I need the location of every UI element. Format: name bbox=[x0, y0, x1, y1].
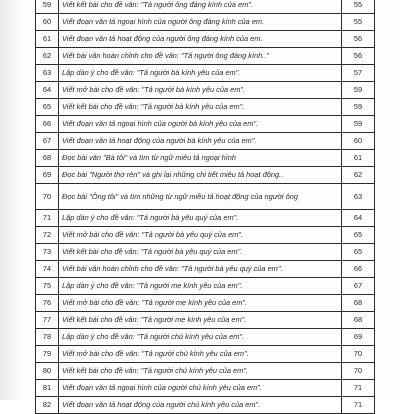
row-number: 59 bbox=[36, 0, 59, 14]
row-page: 68 bbox=[342, 295, 375, 312]
row-number: 73 bbox=[36, 244, 59, 261]
row-page: 70 bbox=[342, 363, 375, 380]
row-title: Viết đoạn văn tả hoạt động của người ông đáng kính của em. bbox=[59, 31, 342, 48]
row-page: 71 bbox=[342, 380, 375, 397]
row-number: 80 bbox=[36, 363, 59, 380]
row-page: 69 bbox=[342, 329, 375, 346]
row-title: Viết kết bài cho đề văn: "Tả người bà kính yêu của em". bbox=[59, 99, 342, 116]
row-number: 69 bbox=[36, 167, 59, 184]
row-page: 61 bbox=[342, 150, 375, 167]
row-page: 63 bbox=[342, 184, 375, 210]
row-title: Viết mở bài cho đề văn: "Tả người chú kính yêu của em". bbox=[59, 346, 342, 363]
row-page: 70 bbox=[342, 346, 375, 363]
table-of-contents bbox=[35, 0, 375, 414]
row-title: Đọc bài văn "Bà tôi" và tìm từ ngữ miêu tả ngoại hình bbox=[59, 150, 342, 167]
table-row bbox=[36, 48, 375, 65]
table-row bbox=[36, 329, 375, 346]
row-page: 65 bbox=[342, 244, 375, 261]
row-title: Viết bài văn hoàn chỉnh cho đề văn: "Tả người bà yêu quý của em". bbox=[59, 261, 342, 278]
table-row bbox=[36, 116, 375, 133]
row-page: 59 bbox=[342, 82, 375, 99]
row-number: 68 bbox=[36, 150, 59, 167]
table-row bbox=[36, 99, 375, 116]
row-title: Đọc bài "Người thợ rèn" và ghi lại những chi tiết miêu tả hoạt động.. bbox=[59, 167, 342, 184]
toc-body bbox=[36, 0, 375, 414]
row-number: 74 bbox=[36, 261, 59, 278]
row-page: 55 bbox=[342, 0, 375, 14]
row-page: 59 bbox=[342, 116, 375, 133]
table-row bbox=[36, 65, 375, 82]
row-title: Viết kết bài cho đề văn: "Tả người chú kính yêu của em". bbox=[59, 363, 342, 380]
row-title: Viết mở bài cho đề văn: "Tả người bà kính yêu của em". bbox=[59, 82, 342, 99]
row-page: 67 bbox=[342, 278, 375, 295]
row-page: 60 bbox=[342, 133, 375, 150]
table-row bbox=[36, 82, 375, 99]
row-number: 65 bbox=[36, 99, 59, 116]
table-row bbox=[36, 133, 375, 150]
table-row bbox=[36, 210, 375, 227]
row-number: 76 bbox=[36, 295, 59, 312]
row-number: 71 bbox=[36, 210, 59, 227]
row-number: 62 bbox=[36, 48, 59, 65]
row-number: 81 bbox=[36, 380, 59, 397]
row-title: Viết mở bài cho đề văn: "Tả người mẹ kính yêu của em". bbox=[59, 295, 342, 312]
row-title: Viết đoạn văn tả ngoại hình của người ông đáng kính của em. bbox=[59, 14, 342, 31]
table-row bbox=[36, 363, 375, 380]
row-title: Viết đoạn văn tả hoạt động của người bà kính yêu của em". bbox=[59, 133, 342, 150]
row-title: Lập dàn ý cho đề văn: "Tả người mẹ kính yêu của em". bbox=[59, 278, 342, 295]
row-number: 63 bbox=[36, 65, 59, 82]
table-row bbox=[36, 167, 375, 184]
table-row bbox=[36, 346, 375, 363]
row-number: 75 bbox=[36, 278, 59, 295]
row-number: 60 bbox=[36, 14, 59, 31]
row-number: 78 bbox=[36, 329, 59, 346]
row-number: 61 bbox=[36, 31, 59, 48]
row-page: 65 bbox=[342, 227, 375, 244]
row-title: Viết đoạn văn tả hoạt động của người chú kính yêu của em". bbox=[59, 397, 342, 414]
table-row bbox=[36, 278, 375, 295]
table-row bbox=[36, 31, 375, 48]
table-row bbox=[36, 312, 375, 329]
row-page: 71 bbox=[342, 397, 375, 414]
row-number: 82 bbox=[36, 397, 59, 414]
row-page: 64 bbox=[342, 210, 375, 227]
row-number: 70 bbox=[36, 184, 59, 210]
row-title: Viết kết bài cho đề văn: "Tả người bà yêu quý của em". bbox=[59, 244, 342, 261]
row-number: 67 bbox=[36, 133, 59, 150]
row-page: 56 bbox=[342, 48, 375, 65]
row-title: Lập dàn ý cho đề văn: "Tả người chú kính yêu của em". bbox=[59, 329, 342, 346]
row-number: 64 bbox=[36, 82, 59, 99]
row-page: 57 bbox=[342, 65, 375, 82]
table-row bbox=[36, 295, 375, 312]
row-page: 62 bbox=[342, 167, 375, 184]
row-title: Viết đoạn văn tả ngoại hình của người chú kính yêu của em". bbox=[59, 380, 342, 397]
table-row bbox=[36, 184, 375, 210]
table-row bbox=[36, 150, 375, 167]
row-title: Viết kết bài cho đề văn: "Tả người ông đáng kính của em". bbox=[59, 0, 342, 14]
row-page: 68 bbox=[342, 312, 375, 329]
table-row bbox=[36, 397, 375, 414]
table-row bbox=[36, 227, 375, 244]
row-title: Lập dàn ý cho đề văn: "Tả người bà kính yêu của em". bbox=[59, 65, 342, 82]
row-title: Đọc bài "Ông tôi" và tìm những từ ngữ miêu tả hoạt động của người ông bbox=[59, 184, 342, 210]
row-title: Lập dàn ý cho đề văn: "Tả người bà yêu quý của em". bbox=[59, 210, 342, 227]
table-row bbox=[36, 261, 375, 278]
row-number: 77 bbox=[36, 312, 59, 329]
row-title: Viết kết bài cho đề văn: "Tả người mẹ kính yêu của em". bbox=[59, 312, 342, 329]
page-edge-shadow bbox=[0, 0, 22, 400]
row-number: 66 bbox=[36, 116, 59, 133]
table-row bbox=[36, 244, 375, 261]
row-title: Viết bài văn hoàn chỉnh cho đề văn: "Tả người ông đáng kính.." bbox=[59, 48, 342, 65]
row-page: 55 bbox=[342, 14, 375, 31]
row-title: Viết đoạn văn tả ngoại hình của người bà kính yêu của em". bbox=[59, 116, 342, 133]
table-row bbox=[36, 0, 375, 14]
row-number: 72 bbox=[36, 227, 59, 244]
row-page: 66 bbox=[342, 261, 375, 278]
table-row bbox=[36, 380, 375, 397]
row-number: 79 bbox=[36, 346, 59, 363]
row-page: 59 bbox=[342, 99, 375, 116]
row-title: Viết mở bài cho đề văn: "Tả người bà yêu quý của em". bbox=[59, 227, 342, 244]
row-page: 56 bbox=[342, 31, 375, 48]
table-row bbox=[36, 14, 375, 31]
